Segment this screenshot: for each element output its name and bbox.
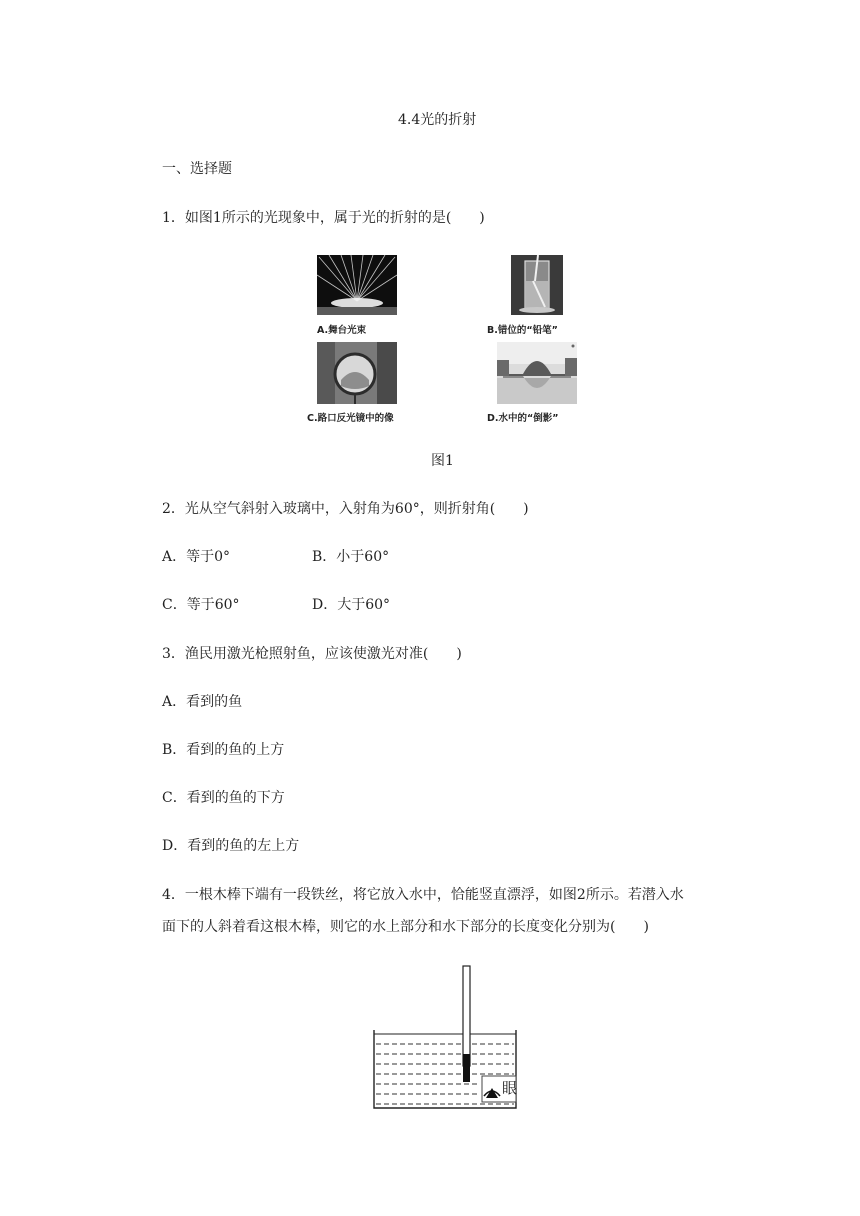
bridge-reflection-photo	[497, 342, 577, 404]
caption-d: D.水中的“倒影”	[487, 413, 559, 424]
q3-option-a: A．看到的鱼	[162, 694, 243, 710]
convex-mirror-photo	[317, 342, 397, 404]
section-heading: 一、选择题	[162, 161, 232, 177]
q2-option-c: C．等于60°	[162, 597, 240, 613]
q2-option-d: D．大于60°	[312, 597, 391, 613]
figure-2	[360, 960, 530, 1120]
question-1: 1．如图1所示的光现象中，属于光的折射的是( )	[162, 210, 485, 226]
page-title: 4.4光的折射	[398, 112, 477, 128]
question-4-line-2: 面下的人斜着看这根木棒，则它的水上部分和水下部分的长度变化分别为( )	[162, 919, 649, 935]
q3-option-d: D．看到的鱼的左上方	[162, 838, 300, 854]
figure-1-label: 图1	[431, 453, 454, 469]
eye-label: 眼	[502, 1079, 518, 1097]
caption-b: B.错位的“铅笔”	[487, 325, 558, 336]
q2-option-a: A．等于0°	[162, 549, 231, 565]
stage-light-photo	[317, 255, 397, 315]
caption-c: C.路口反光镜中的像	[307, 413, 394, 424]
caption-a: A.舞台光束	[317, 325, 367, 336]
q3-option-c: C．看到的鱼的下方	[162, 790, 285, 806]
question-4-line-1: 4．一根木棒下端有一段铁丝，将它放入水中，恰能竖直漂浮，如图2所示。若潜入水	[162, 887, 684, 903]
q3-option-b: B．看到的鱼的上方	[162, 742, 285, 758]
question-3: 3．渔民用激光枪照射鱼，应该使激光对准( )	[162, 646, 462, 662]
question-2: 2．光从空气斜射入玻璃中，入射角为60°，则折射角( )	[162, 501, 529, 517]
q2-option-b: B．小于60°	[312, 549, 390, 565]
pencil-in-water-photo	[511, 255, 563, 315]
